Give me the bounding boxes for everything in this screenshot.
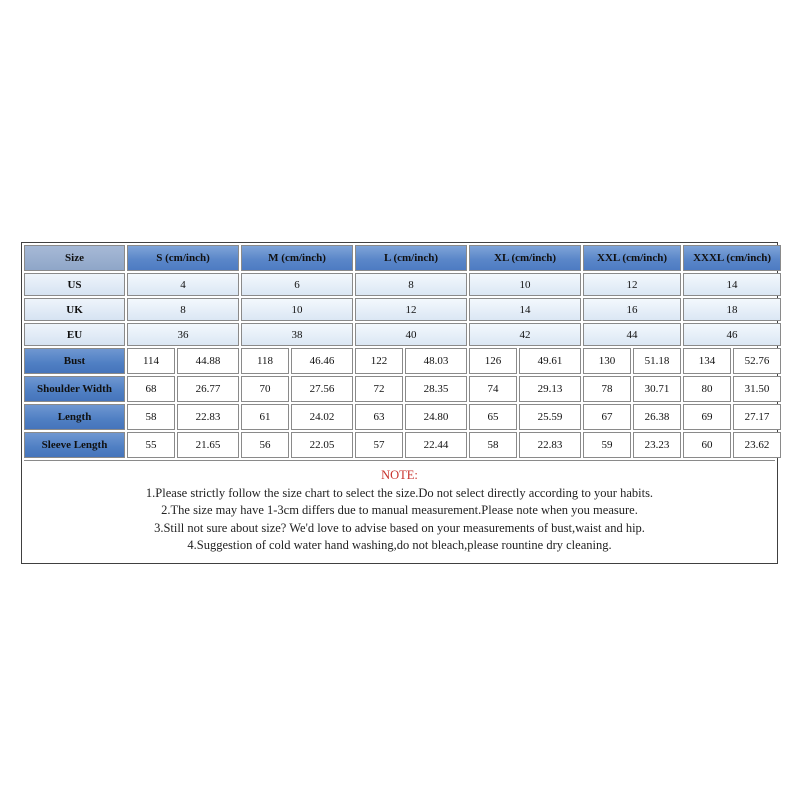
region-row-eu	[24, 323, 781, 346]
measurement-cell: 49.61	[519, 348, 581, 374]
measurement-cell: 63	[355, 404, 403, 430]
region-size-cell: 16	[583, 298, 681, 321]
region-size-cell: 8	[355, 273, 467, 296]
measurement-cell: 55	[127, 432, 175, 458]
size-table	[22, 243, 783, 460]
measurement-cell: 69	[683, 404, 731, 430]
measurement-cell: 44.88	[177, 348, 239, 374]
measurement-cell: 27.56	[291, 376, 353, 402]
measurement-cell: 78	[583, 376, 631, 402]
measurement-cell: 52.76	[733, 348, 781, 374]
region-size-cell: 42	[469, 323, 581, 346]
region-size-cell: 4	[127, 273, 239, 296]
region-row-us	[24, 273, 781, 296]
note-title: NOTE:	[381, 468, 418, 482]
measurement-cell: 21.65	[177, 432, 239, 458]
measurement-cell: 31.50	[733, 376, 781, 402]
measurement-cell: 56	[241, 432, 289, 458]
measurement-cell: 72	[355, 376, 403, 402]
measurement-cell: 23.23	[633, 432, 681, 458]
region-size-cell: 46	[683, 323, 781, 346]
region-size-cell: 14	[469, 298, 581, 321]
measurement-cell: 25.59	[519, 404, 581, 430]
size-m-header: M (cm/inch)	[241, 245, 353, 271]
measurement-label: Length	[24, 404, 125, 430]
size-header-cell: Size	[24, 245, 125, 271]
measurement-cell: 46.46	[291, 348, 353, 374]
measurement-cell: 67	[583, 404, 631, 430]
measurement-cell: 122	[355, 348, 403, 374]
measurement-cell: 24.80	[405, 404, 467, 430]
measurement-cell: 22.05	[291, 432, 353, 458]
region-size-cell: 44	[583, 323, 681, 346]
measurement-label: Shoulder Width	[24, 376, 125, 402]
measurement-cell: 48.03	[405, 348, 467, 374]
size-xxxl-header: XXXL (cm/inch)	[683, 245, 781, 271]
measurement-cell: 26.38	[633, 404, 681, 430]
measurement-cell: 22.44	[405, 432, 467, 458]
measurement-row-shoulder-width	[24, 376, 781, 402]
measurement-cell: 68	[127, 376, 175, 402]
measurement-cell: 27.17	[733, 404, 781, 430]
size-chart	[21, 242, 778, 564]
measurement-cell: 80	[683, 376, 731, 402]
region-size-cell: 6	[241, 273, 353, 296]
region-size-cell: 12	[355, 298, 467, 321]
note-line: 3.Still not sure about size? We'd love to advise based on your measurements of bust,waist and hip.	[154, 520, 645, 535]
region-size-cell: 14	[683, 273, 781, 296]
note-line: 1.Please strictly follow the size chart to select the size.Do not select directly according to your habits.	[145, 485, 654, 500]
region-size-cell: 10	[469, 273, 581, 296]
measurement-cell: 58	[127, 404, 175, 430]
measurement-cell: 70	[241, 376, 289, 402]
region-label: US	[24, 273, 125, 296]
measurement-cell: 30.71	[633, 376, 681, 402]
measurement-cell: 26.77	[177, 376, 239, 402]
measurement-cell: 61	[241, 404, 289, 430]
measurement-cell: 59	[583, 432, 631, 458]
region-size-cell: 10	[241, 298, 353, 321]
measurement-cell: 57	[355, 432, 403, 458]
region-size-cell: 18	[683, 298, 781, 321]
region-label: EU	[24, 323, 125, 346]
note-line: 2.The size may have 1-3cm differs due to manual measurement.Please note when you measure.	[161, 503, 638, 517]
size-l-header: L (cm/inch)	[355, 245, 467, 271]
measurement-cell: 118	[241, 348, 289, 374]
region-size-cell: 40	[355, 323, 467, 346]
measurement-cell: 51.18	[633, 348, 681, 374]
size-s-header: S (cm/inch)	[127, 245, 239, 271]
measurement-label: Bust	[24, 348, 125, 374]
region-row-uk	[24, 298, 781, 321]
measurement-cell: 22.83	[177, 404, 239, 430]
measurement-cell: 126	[469, 348, 517, 374]
measurement-cell: 65	[469, 404, 517, 430]
measurement-cell: 130	[583, 348, 631, 374]
measurement-cell: 114	[127, 348, 175, 374]
measurement-cell: 74	[469, 376, 517, 402]
measurement-row-length	[24, 404, 781, 430]
measurement-cell: 22.83	[519, 432, 581, 458]
header-row	[24, 245, 781, 271]
size-xxl-header: XXL (cm/inch)	[583, 245, 681, 271]
region-size-cell: 12	[583, 273, 681, 296]
measurement-cell: 23.62	[733, 432, 781, 458]
size-xl-header: XL (cm/inch)	[469, 245, 581, 271]
measurement-label: Sleeve Length	[24, 432, 125, 458]
region-size-cell: 8	[127, 298, 239, 321]
region-size-cell: 36	[127, 323, 239, 346]
note-line: 4.Suggestion of cold water hand washing,do not bleach,please rountine dry cleaning.	[187, 538, 612, 552]
measurement-row-sleeve-length	[24, 432, 781, 458]
notes-section	[24, 460, 775, 561]
measurement-cell: 28.35	[405, 376, 467, 402]
region-size-cell: 38	[241, 323, 353, 346]
measurement-cell: 58	[469, 432, 517, 458]
measurement-cell: 134	[683, 348, 731, 374]
measurement-cell: 60	[683, 432, 731, 458]
region-label: UK	[24, 298, 125, 321]
measurement-row-bust	[24, 348, 781, 374]
measurement-cell: 24.02	[291, 404, 353, 430]
measurement-cell: 29.13	[519, 376, 581, 402]
